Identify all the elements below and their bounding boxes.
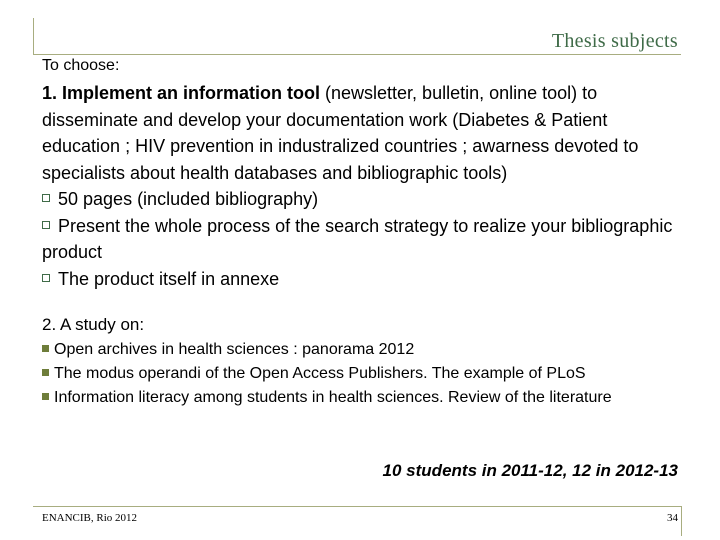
- frame-line-top: [33, 54, 681, 55]
- list-item: [42, 386, 682, 410]
- filled-square-bullet-icon: [42, 369, 49, 376]
- frame-line-bottom: [33, 506, 681, 507]
- option-1-bullet-text: The product itself in annexe: [58, 268, 280, 289]
- option-2-heading: 2. A study on:: [42, 315, 145, 334]
- hollow-square-bullet-icon: [42, 221, 50, 229]
- filled-square-bullet-icon: [42, 345, 49, 352]
- list-item: [42, 266, 682, 293]
- option-2-bullet-text: Information literacy among students in health sciences. Review of the literature: [54, 389, 612, 406]
- option-1-block: [42, 80, 682, 292]
- list-item: [42, 362, 682, 386]
- option-2-bullet-text: The modus operandi of the Open Access Publishers. The example of PLoS: [54, 365, 586, 382]
- hollow-square-bullet-icon: [42, 274, 50, 282]
- option-2-block: [42, 313, 682, 410]
- list-item: [42, 186, 682, 213]
- option-1-description: (newsletter, bulletin, online tool) to disseminate and develop your documentation work (Diabetes & Patient education ; HIV prevention in industralized countries ; awarness devoted to specialists about health databases and bibliographic tools): [42, 83, 639, 183]
- page-number: 34: [667, 512, 678, 524]
- option-1-heading: 1. Implement an information tool: [42, 83, 321, 103]
- option-2-bullet-text: Open archives in health sciences : panorama 2012: [54, 341, 415, 358]
- frame-line-right: [681, 506, 682, 536]
- slide-subtitle: To choose:: [42, 57, 120, 74]
- footer-conference: ENANCIB, Rio 2012: [42, 512, 138, 524]
- student-count-summary: 10 students in 2011-12, 12 in 2012-13: [382, 461, 678, 480]
- hollow-square-bullet-icon: [42, 194, 50, 202]
- list-item: [42, 338, 682, 362]
- slide-title: Thesis subjects: [551, 30, 678, 52]
- option-1-paragraph: [42, 80, 682, 186]
- filled-square-bullet-icon: [42, 393, 49, 400]
- option-1-bullet-text: 50 pages (included bibliography): [58, 189, 319, 209]
- frame-line-left: [33, 18, 34, 54]
- option-1-bullet-text: Present the whole process of the search strategy to realize your bibliographic product: [42, 215, 673, 262]
- list-item: [42, 213, 682, 266]
